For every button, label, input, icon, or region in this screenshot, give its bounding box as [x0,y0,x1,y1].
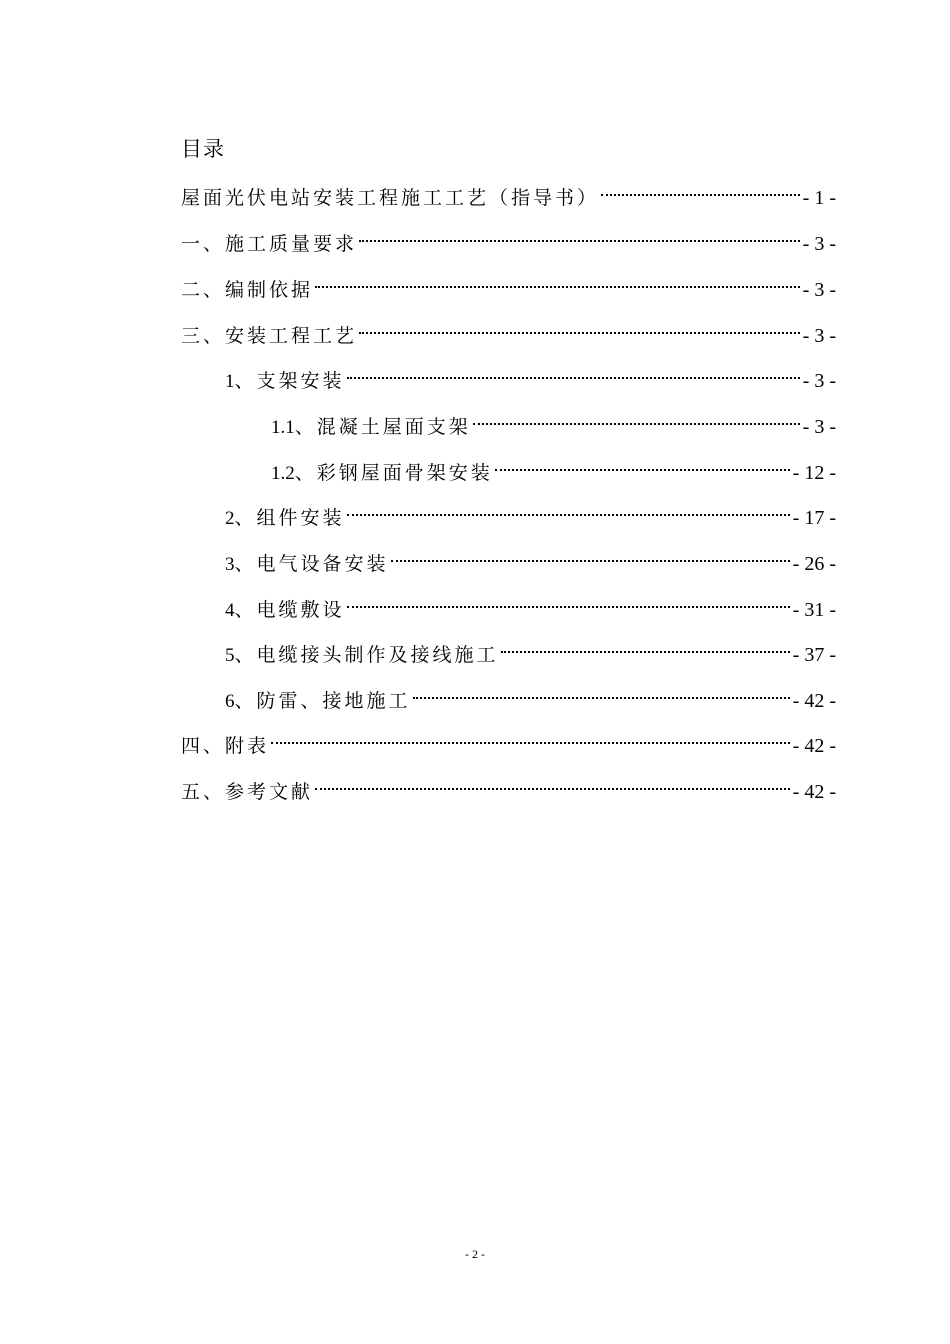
toc-entry-page: - 42 - [792,690,836,712]
toc-dot-leader [359,312,800,342]
toc-entry-label: 屋面光伏电站安装工程施工工艺（指导书） [181,187,600,209]
toc-entry-label: 一、施工质量要求 [181,233,358,255]
toc-entry-label [225,595,345,626]
toc-entry-label [225,503,345,534]
toc-entry-section-1[interactable] [181,220,836,255]
toc-entry-label: 四、附表 [181,735,270,757]
toc-entry-subsection-3[interactable] [225,540,836,575]
toc-entry-number: 2 [225,508,235,529]
toc-heading: 目录 [181,137,225,161]
toc-entry-page: - 26 - [792,553,836,575]
toc-dot-leader [271,722,790,752]
toc-entry-subsection-1-2[interactable] [271,449,836,484]
toc-entry-number: 1.1 [271,417,295,438]
toc-entry-title-text: 、电缆敷设 [234,599,345,621]
toc-entry-section-2[interactable] [181,266,836,301]
toc-entry-subsection-1[interactable] [225,357,836,392]
toc-dot-leader [315,768,790,798]
toc-entry-page: - 1 - [802,187,836,209]
toc-entry-label [225,366,345,397]
toc-entry-number: 4 [225,600,235,621]
toc-entry-number: 5 [225,645,235,666]
toc-entry-label: 二、编制依据 [181,279,314,301]
toc-entry-title-text: 、混凝土屋面支架 [294,416,471,438]
toc-entry-subsection-6[interactable] [225,677,836,712]
toc-entry-subsection-4[interactable] [225,586,836,621]
toc-entry-page: - 37 - [792,644,836,666]
toc-entry-title-text: 、彩钢屋面骨架安装 [294,462,493,484]
toc-entry-subsection-2[interactable] [225,494,836,529]
toc-dot-leader [391,540,790,570]
page-number: - 2 - [465,1247,485,1261]
toc-entry-page: - 42 - [792,735,836,757]
toc-dot-leader [501,631,790,661]
toc-entry-page: - 3 - [802,370,836,392]
toc-entry-number: 1 [225,371,235,392]
toc-entry-title-text: 、组件安装 [234,507,345,529]
toc-dot-leader [495,449,790,479]
toc-entry-title-text: 、防雷、接地施工 [234,690,411,712]
toc-entry-number: 1.2 [271,463,295,484]
toc-entry-subsection-1-1[interactable] [271,403,836,438]
toc-entry-label [225,549,389,580]
toc-entry-page: - 3 - [802,416,836,438]
toc-entry-title-text: 、电气设备安装 [234,553,389,575]
toc-entry-subsection-5[interactable] [225,631,836,666]
toc-entry-section-3[interactable] [181,312,836,347]
toc-dot-leader [347,357,800,387]
toc-dot-leader [347,586,790,616]
toc-entry-page: - 3 - [802,233,836,255]
toc-entry-label [271,458,493,489]
toc-entry-label: 五、参考文献 [181,781,314,803]
toc-entry-label: 三、安装工程工艺 [181,325,358,347]
toc-entry-label [271,412,471,443]
toc-entry-title[interactable] [181,174,836,209]
toc-entry-section-5[interactable] [181,768,836,803]
toc-entry-title-text: 、支架安装 [234,370,345,392]
toc-entry-page: - 12 - [792,462,836,484]
toc-entry-page: - 42 - [792,781,836,803]
toc-entry-title-text: 、电缆接头制作及接线施工 [234,644,499,666]
toc-entry-section-4[interactable] [181,722,836,757]
toc-dot-leader [315,266,800,296]
toc-entry-page: - 31 - [792,599,836,621]
toc-dot-leader [601,174,800,204]
toc-entry-number: 6 [225,691,235,712]
toc-dot-leader [347,494,790,524]
toc-entry-page: - 17 - [792,507,836,529]
toc-dot-leader [473,403,800,433]
toc-dot-leader [359,220,800,250]
toc-entry-label [225,640,499,671]
toc-entry-number: 3 [225,554,235,575]
toc-dot-leader [413,677,790,707]
toc-entry-page: - 3 - [802,325,836,347]
toc-entry-label [225,686,411,717]
toc-entry-page: - 3 - [802,279,836,301]
